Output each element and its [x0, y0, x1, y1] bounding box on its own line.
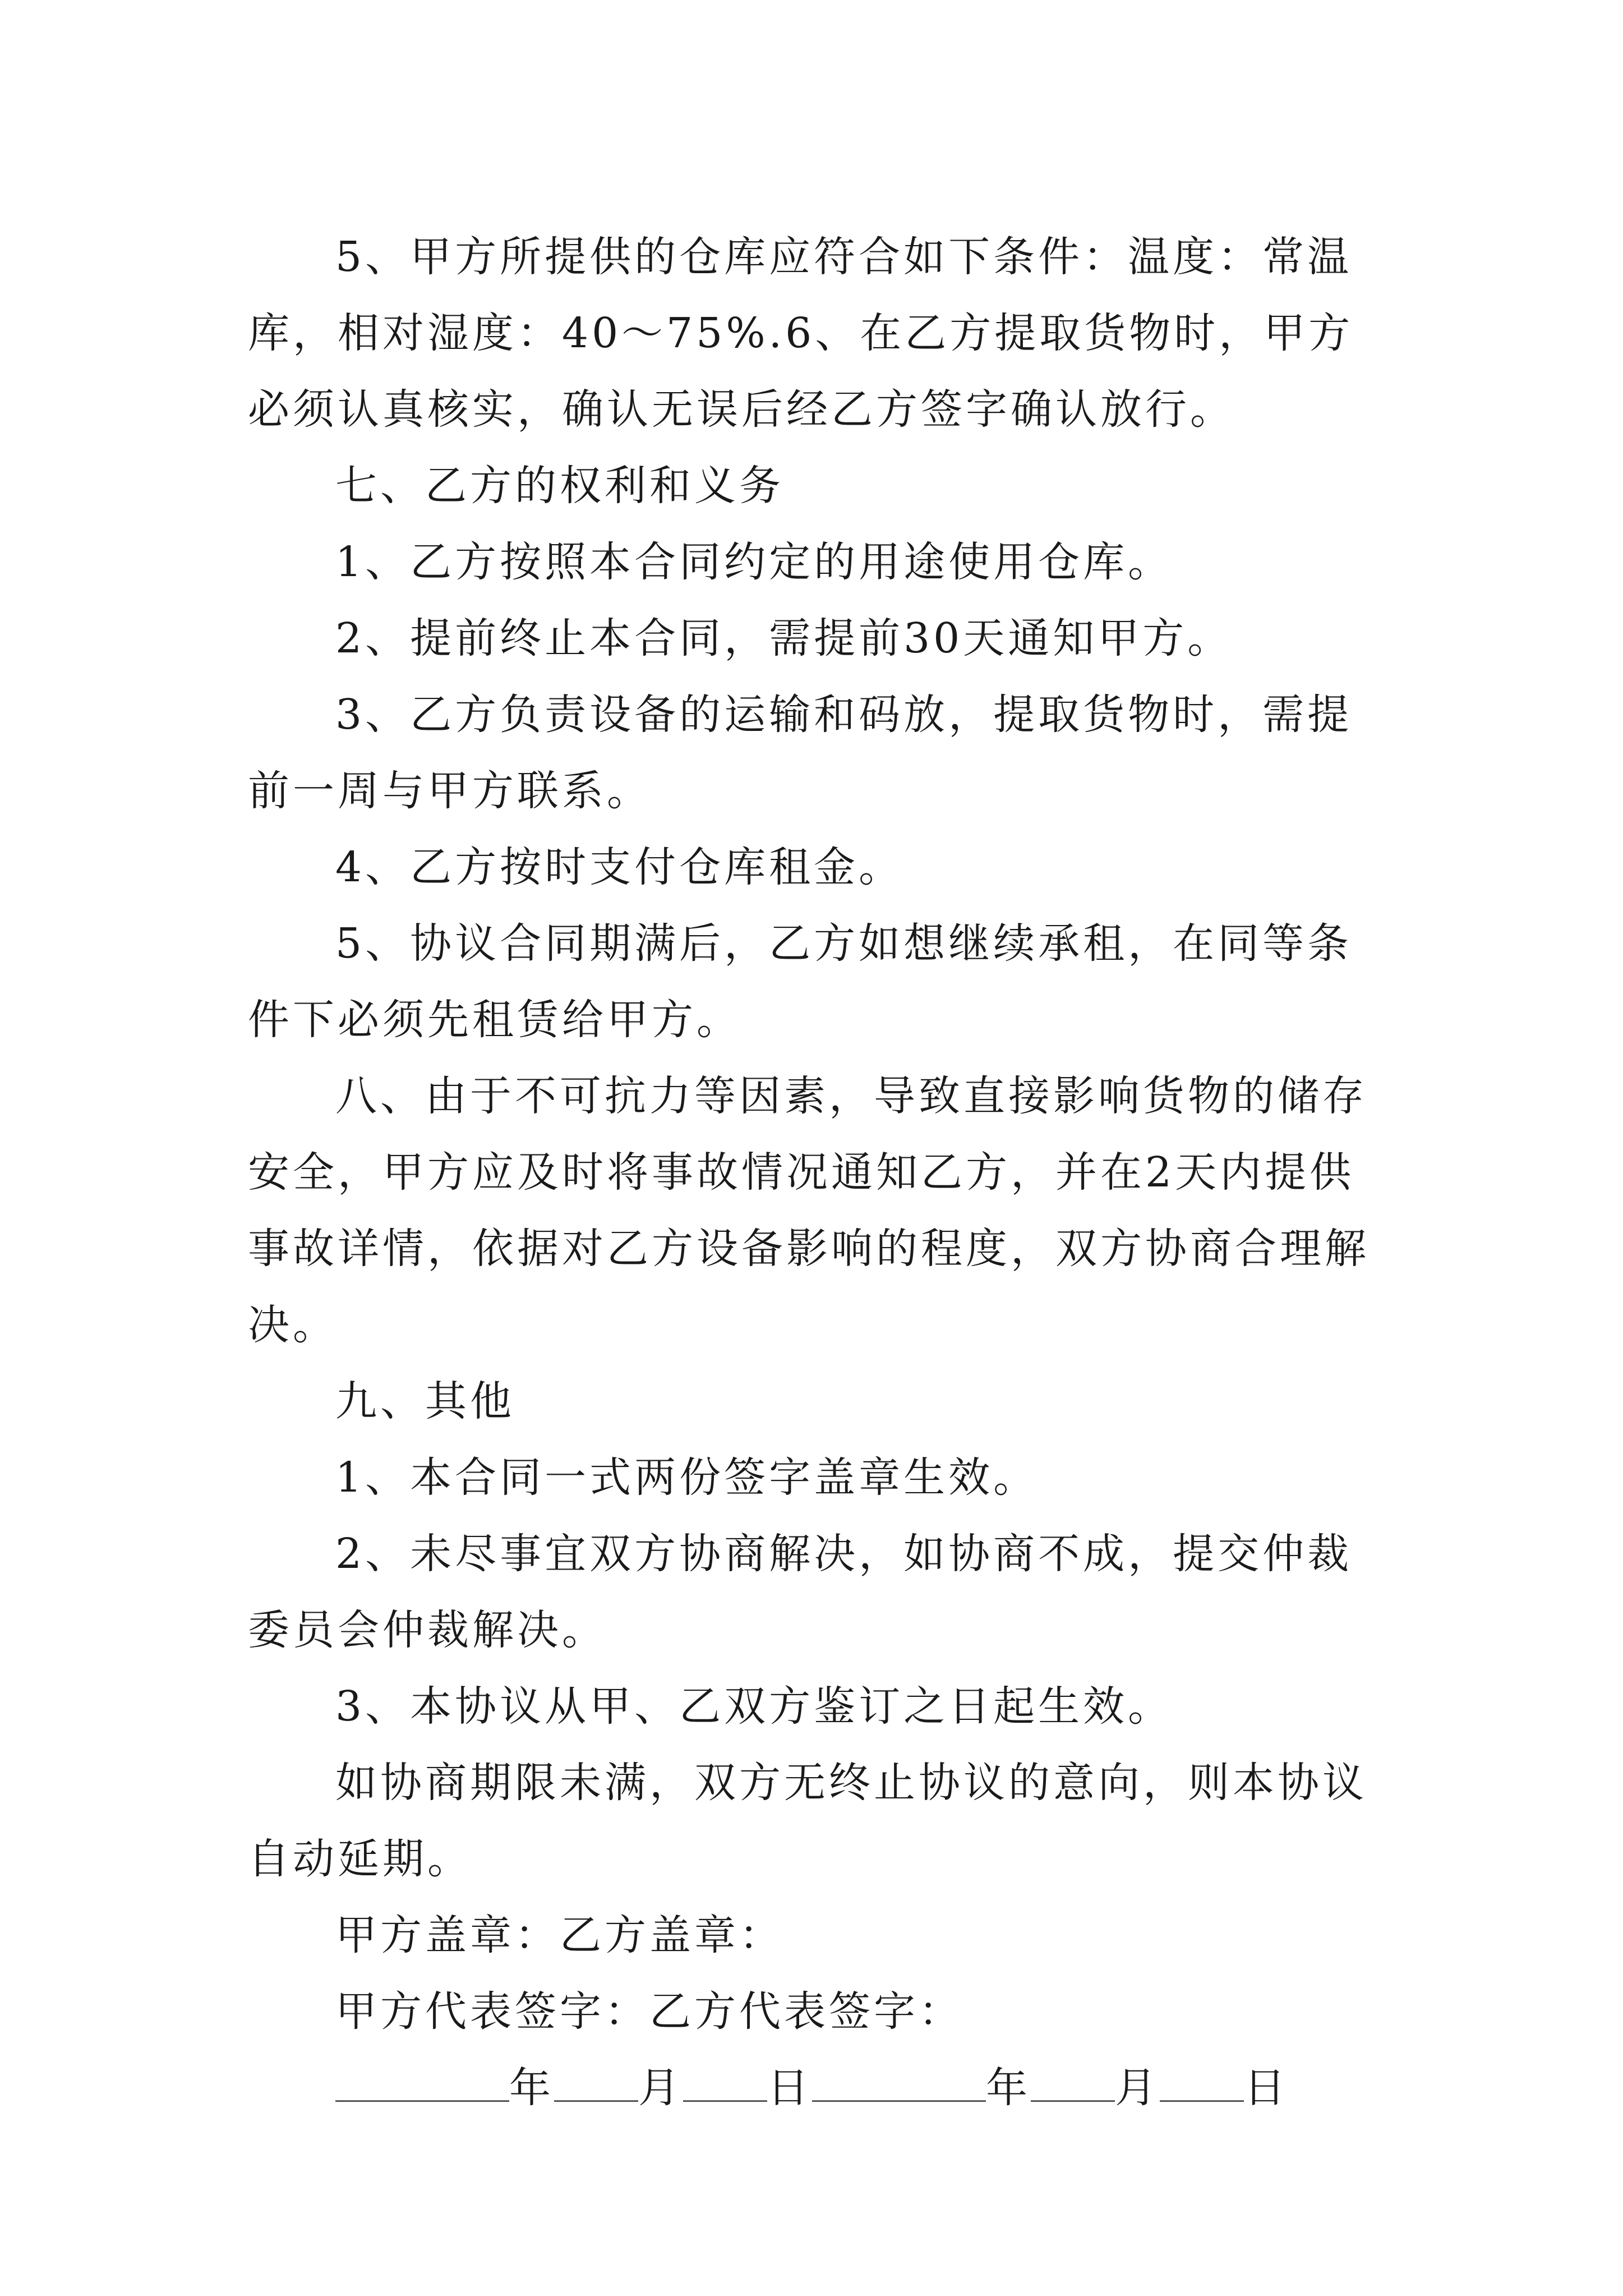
- party-b-day-blank[interactable]: [1160, 2061, 1244, 2102]
- paragraph-b-clause-1: 1、乙方按照本合同约定的用途使用仓库。: [335, 538, 1173, 586]
- document-body: [248, 219, 1386, 2126]
- paragraph-b-clause-5: 5、协议合同期满后，乙方如想继续承租，在同等条件下必须先租赁给甲方。: [248, 919, 1353, 1044]
- paragraph-other-clause-3: 3、本协议从甲、乙双方鉴订之日起生效。: [335, 1682, 1173, 1731]
- party-a-day-label: 日: [767, 2064, 812, 2112]
- seal-line: 甲方盖章：乙方盖章：: [335, 1911, 784, 1959]
- party-b-month-blank[interactable]: [1031, 2061, 1115, 2102]
- paragraph-other-clause-1: 1、本合同一式两份签字盖章生效。: [335, 1453, 1039, 1502]
- party-b-year-label: 年: [986, 2064, 1031, 2112]
- party-a-year-label: 年: [509, 2064, 554, 2112]
- paragraph-other-clause-2: 2、未尽事宜双方协商解决，如协商不成，提交仲裁委员会仲裁解决。: [248, 1530, 1353, 1654]
- party-a-month-label: 月: [638, 2064, 683, 2112]
- party-b-month-label: 月: [1115, 2064, 1160, 2112]
- section-heading-other: 九、其他: [335, 1377, 515, 1425]
- paragraph-b-clause-4: 4、乙方按时支付仓库租金。: [335, 843, 904, 891]
- section-heading-party-b-rights: 七、乙方的权利和义务: [335, 462, 784, 510]
- party-b-year-blank[interactable]: [812, 2061, 986, 2102]
- paragraph-b-clause-3: 3、乙方负责设备的运输和码放，提取货物时，需提前一周与甲方联系。: [248, 691, 1353, 815]
- signature-line: 甲方代表签字：乙方代表签字：: [335, 1987, 963, 2036]
- section-force-majeure: 八、由于不可抗力等因素，导致直接影响货物的储存安全，甲方应及时将事故情况通知乙方，并在2天内提供事故详情，依据对乙方设备影响的程度，双方协商合理解决。: [248, 1072, 1370, 1349]
- paragraph-auto-extension: 如协商期限未满，双方无终止协议的意向，则本协议自动延期。: [248, 1759, 1367, 1883]
- paragraph-b-clause-2: 2、提前终止本合同，需提前30天通知甲方。: [335, 614, 1233, 662]
- paragraph-warehouse-conditions: 5、甲方所提供的仓库应符合如下条件：温度：常温库，相对湿度：40～75%.6、在乙方提取货物时，甲方必须认真核实，确认无误后经乙方签字确认放行。: [248, 233, 1354, 434]
- party-a-year-blank[interactable]: [335, 2061, 509, 2102]
- party-b-day-label: 日: [1244, 2064, 1289, 2112]
- party-a-day-blank[interactable]: [683, 2061, 767, 2102]
- date-line: [248, 2050, 1386, 2126]
- party-a-month-blank[interactable]: [554, 2061, 638, 2102]
